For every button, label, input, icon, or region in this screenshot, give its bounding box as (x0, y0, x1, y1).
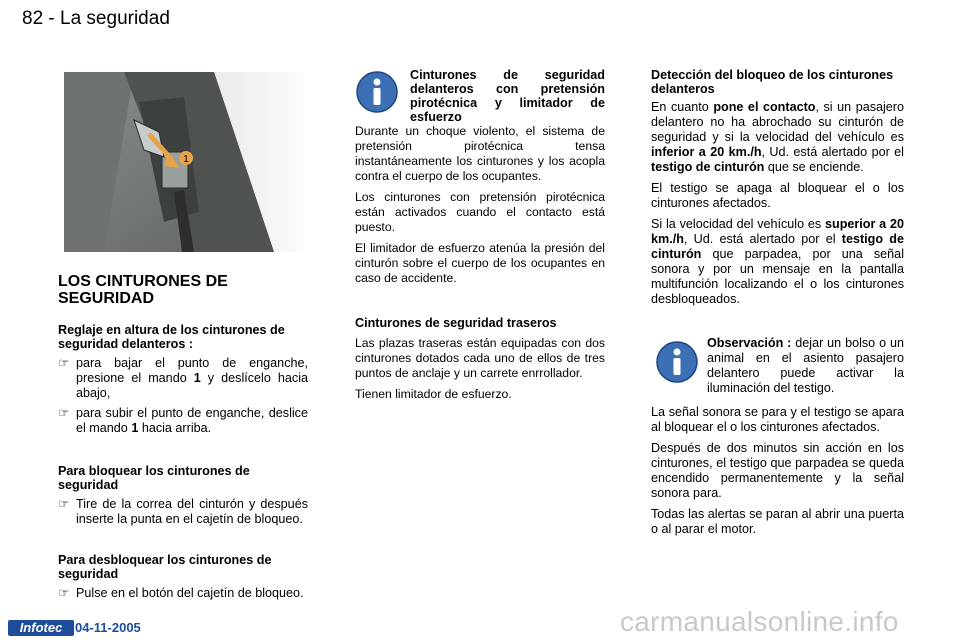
right-column-bottom (651, 405, 904, 543)
bullet-text: hacia arriba. (138, 421, 212, 435)
hand-pointer-icon: ☞ (58, 356, 70, 370)
bullet-bold-number: 1 (131, 421, 139, 435)
bullet-bold-number: 1 (193, 371, 201, 385)
bullet-text: y deslícelo hacia abajo, (76, 371, 308, 400)
hand-pointer-icon: ☞ (58, 497, 70, 511)
paragraph: Si la velocidad del vehículo es superior a 20 km./h, Ud. está alertado por el testigo de cinturón que parpadea, por una señal sonora y por un mensaje en la pantalla multifunción localizando el o los cinturones desbloqueados. (651, 217, 904, 306)
observation-info-icon (655, 340, 699, 389)
section-heading-lock: Para bloquear los cinturones de seguridad (58, 464, 250, 492)
section-heading-height-adjust: Reglaje en altura de los cinturones de seguridad delanteros : (58, 323, 285, 351)
paragraph: Todas las alertas se paran al abrir una puerta o al parar el motor. (651, 507, 904, 536)
bullet-text: Tire de la correa del cinturón y después inserte la punta en el cajetín de bloqueo. (76, 497, 308, 526)
observation-box (707, 336, 904, 396)
bullet-text: Pulse en el botón del cajetín de bloqueo. (76, 586, 304, 600)
right-column-top (651, 68, 904, 313)
info-heading-box (410, 68, 605, 124)
bullet-text: para bajar el punto de enganche, presione el mando (76, 356, 308, 385)
paragraph: Las plazas traseras están equipadas con dos cinturones dotados cada uno de ellos de tres puntos de anclaje y un carrete enrrollador. (355, 336, 605, 380)
paragraph: En cuanto pone el contacto, si un pasajero delantero no ha abrochado su cinturón de seguridad y si la velocidad del vehículo es inferior a 20 km./h, Ud. está alertado por el testigo de cinturón que se enciende. (651, 100, 905, 174)
paragraph: Los cinturones con pretensión pirotécnica están activados cuando el contacto está puesto. (355, 190, 605, 234)
left-column (58, 273, 308, 606)
paragraph: El testigo se apaga al bloquear el o los cinturones afectados. (651, 181, 904, 210)
paragraph: La señal sonora se para y el testigo se apara al bloquear el o los cinturones afectados. (651, 405, 904, 434)
info-heading: Cinturones de seguridad delanteros con pretensión pirotécnica y limitador de esfuerzo (410, 68, 605, 124)
bullet-text: para subir el punto de enganche, deslice el mando (76, 406, 308, 435)
page-title: 82 - La seguridad (22, 8, 170, 29)
seatbelt-photo-svg (64, 72, 304, 252)
paragraph: Durante un choque violento, el sistema de pretensión pirotécnica tensa instantáneamente los cinturones y los acopla contra el cuerpo de los ocupantes. (355, 124, 605, 183)
rear-belts-heading: Cinturones de seguridad traseros (355, 316, 557, 330)
hand-pointer-icon: ☞ (58, 586, 70, 600)
callout-label: 1 (183, 154, 189, 165)
hand-pointer-icon: ☞ (58, 406, 70, 420)
infotec-logo: Infotec (8, 620, 74, 636)
footer-date: 04-11-2005 (75, 620, 141, 635)
main-heading: LOS CINTURONES DE SEGURIDAD (58, 273, 228, 307)
section-heading-unlock: Para desbloquear los cinturones de seguridad (58, 553, 272, 581)
bullet-item (58, 356, 308, 401)
paragraph: Después de dos minutos sin acción en los cinturones, el testigo que parpadea se queda encendido permanentemente y la señal sonora para. (651, 441, 904, 500)
detection-heading: Detección del bloqueo de los cinturones delanteros (651, 68, 894, 96)
paragraph: Tienen limitador de esfuerzo. (355, 387, 512, 401)
observation-text: Observación : dejar un bolso o un animal en el asiento pasajero delantero puede activar la iluminación del testigo. (707, 336, 904, 395)
seatbelt-adjuster-photo (64, 72, 304, 252)
middle-column (355, 124, 605, 408)
bullet-item (58, 497, 308, 527)
paragraph: El limitador de esfuerzo atenúa la presión del cinturón sobre el cuerpo de los ocupantes en caso de accidente. (355, 241, 605, 285)
bullet-item (58, 586, 308, 601)
bullet-item (58, 406, 308, 436)
watermark: carmanualsonline.info (620, 606, 899, 637)
info-icon (355, 70, 399, 119)
